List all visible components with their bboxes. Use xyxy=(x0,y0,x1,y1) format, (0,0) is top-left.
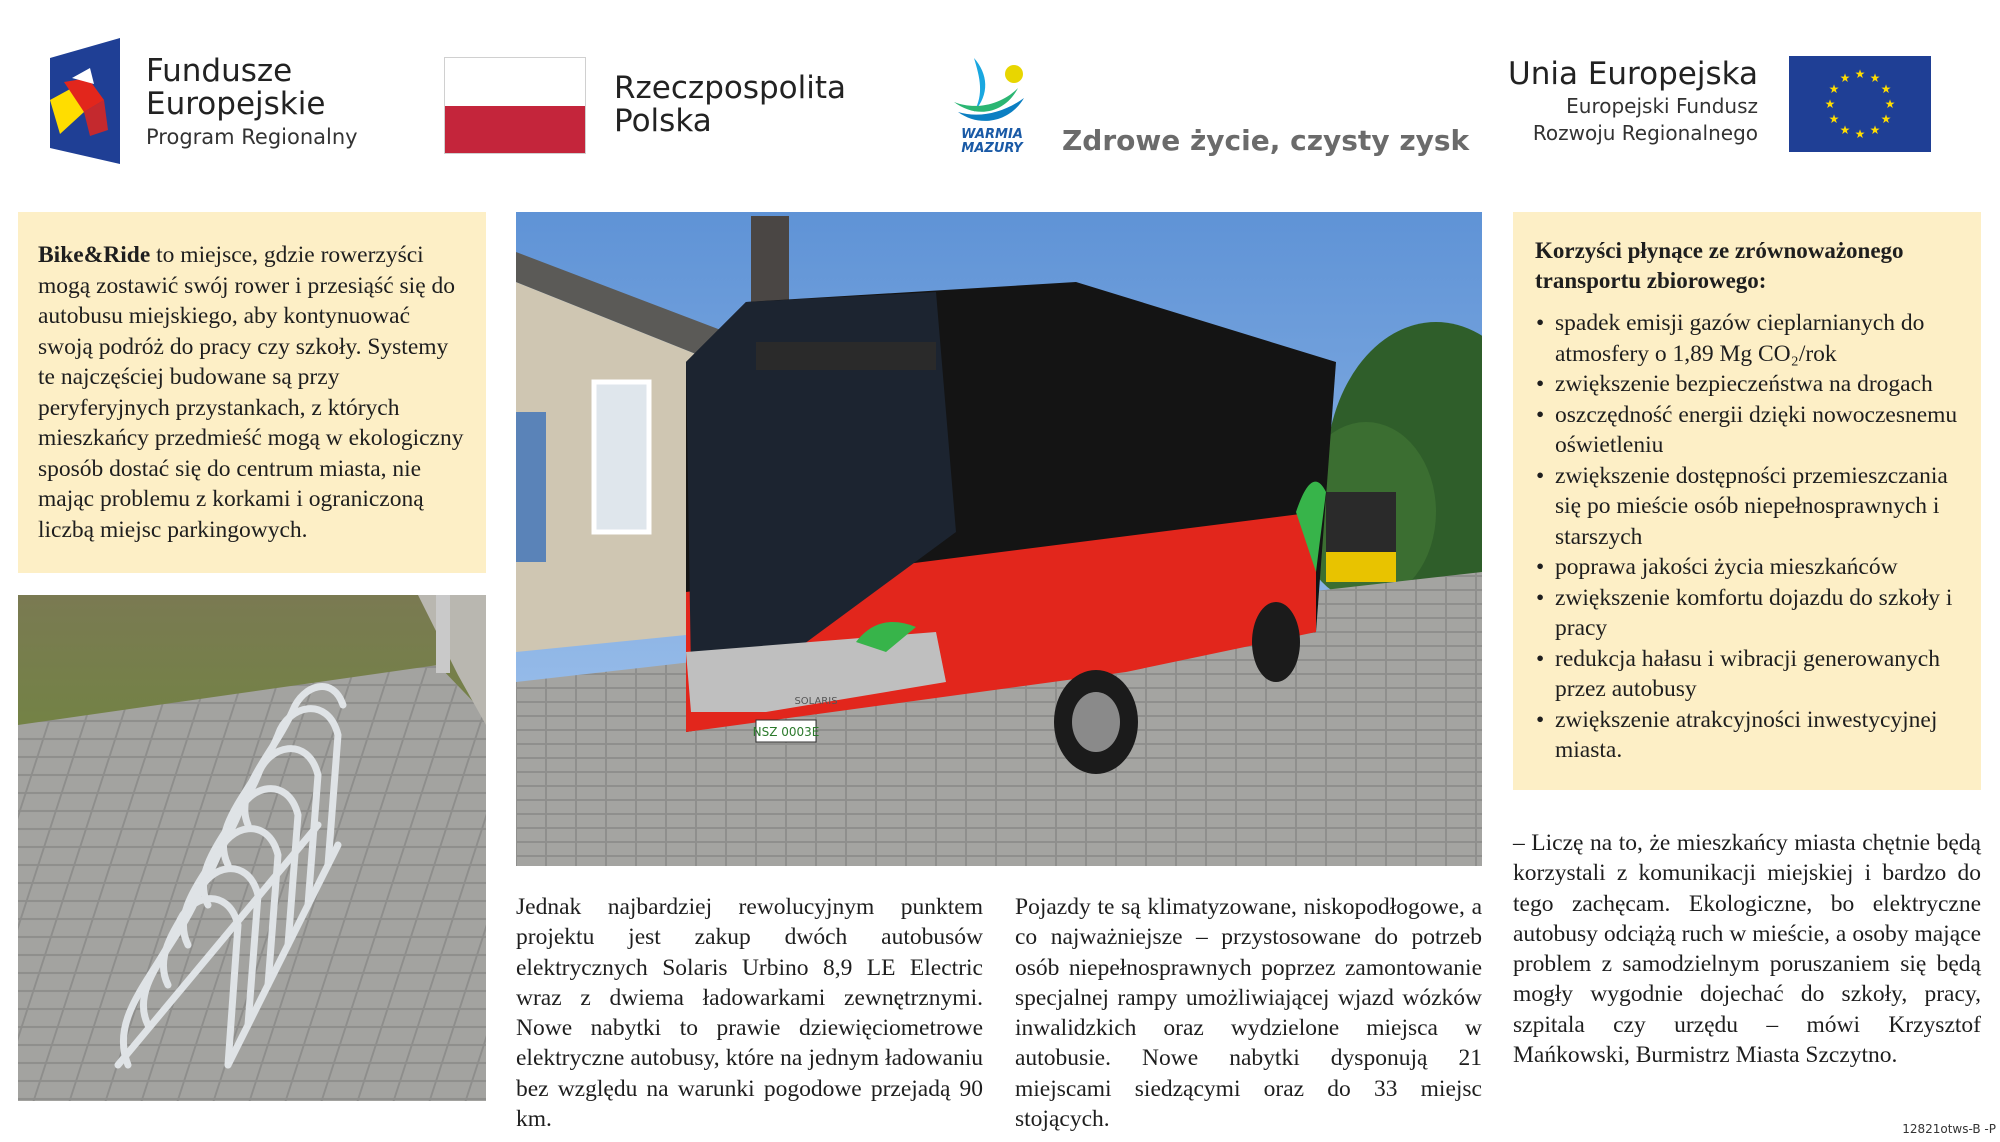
rzeczpospolita-label xyxy=(614,72,846,138)
article-column-1: Jednak najbardziej rewolucyjnym punktem projektu jest zakup dwóch autobusów elektrycznych Solaris Urbino 8,9 LE Electric wraz z dwiema ładowarkami zewnętrznymi. Nowe nabytki to prawie dziewięciometrowe elektryczne autobusy, które na jednym ładowaniu bez względu na warunki pogodowe przejadą 90 km. xyxy=(516,894,983,1133)
warmia-mazury-slogan: Zdrowe życie, czysty zysk xyxy=(1062,124,1470,157)
bike-ride-info-panel xyxy=(18,212,486,573)
bus-brand: SOLARIS xyxy=(794,696,838,707)
bike-rack-photo xyxy=(18,595,486,1101)
eu-star-icon: ★ xyxy=(1854,127,1866,141)
benefit-item: • zwiększenie dostępności przemieszczania się po mieście osób niepełnosprawnych i starszych xyxy=(1535,461,1961,553)
fundusze-europejskie-label xyxy=(146,55,358,151)
rp-line1: Rzeczpospolita xyxy=(614,70,847,106)
polish-flag-icon xyxy=(444,57,586,154)
eu-star-icon: ★ xyxy=(1828,112,1840,126)
unia-europejska-label xyxy=(1436,55,1758,147)
mayor-quote-column: – Liczę na to, że mieszkańcy miasta chętnie będą korzystali z komunikacji miejskiej i bardzo do tego zachęcam. Ekologiczne, bo elektryczne autobusy odciążą ruch w mieście, a osoby mające problem z samodzielnym poruszaniem się będą mogły wygodnie dojechać do szkoły, pracy, szpitala czy urzędu – mówi Krzysztof Mańkowski, Burmistrz Miasta Szczytno. xyxy=(1513,830,1981,1069)
benefit-item: • zwiększenie atrakcyjności inwestycyjnej miasta. xyxy=(1535,705,1961,766)
benefit-item: • poprawa jakości życia mieszkańców xyxy=(1535,552,1961,583)
article-column-2: Pojazdy te są klimatyzowane, niskopodłogowe, a co najważniejsze – przystosowane do potrzeb osób niepełnosprawnych poprzez zamontowanie specjalnej rampy umożliwiającej wjazd wózków inwalidzkich oraz wydzielone miejsca w autobusie. Nowe nabytki dysponują 21 miejscami siedzącymi oraz do 33 miejsc stojących. xyxy=(1015,894,1482,1133)
fundusze-europejskie-logo-icon xyxy=(50,38,120,164)
benefit-item: • zwiększenie komfortu dojazdu do szkoły i pracy xyxy=(1535,583,1961,644)
fe-title-line1: Fundusze xyxy=(146,53,293,89)
eu-star-icon: ★ xyxy=(1880,112,1892,126)
eu-flag-icon xyxy=(1789,56,1931,152)
bike-ride-lead: Bike&Ride xyxy=(38,242,151,268)
wm-logo-line2: MAZURY xyxy=(961,141,1023,154)
eu-star-icon: ★ xyxy=(1824,97,1836,111)
eu-star-icon: ★ xyxy=(1869,71,1881,86)
benefit-item: • zwiększenie bezpieczeństwa na drogach xyxy=(1535,369,1961,400)
eu-star-icon: ★ xyxy=(1839,71,1851,86)
benefits-heading: Korzyści płynące ze zrównoważonego transportu zbiorowego: xyxy=(1535,238,1904,293)
ue-subtitle-line1: Europejski Fundusz xyxy=(1566,94,1758,118)
ue-subtitle-line2: Rozwoju Regionalnego xyxy=(1532,121,1758,145)
rp-line2: Polska xyxy=(614,103,712,139)
benefits-list xyxy=(1535,308,1961,766)
eu-star-icon: ★ xyxy=(1884,97,1896,111)
benefit-item: • spadek emisji gazów cieplarnianych do atmosfery o 1,89 Mg CO₂/rok xyxy=(1535,308,1961,369)
eu-star-icon: ★ xyxy=(1828,82,1840,96)
fe-title-line2: Europejskie xyxy=(146,86,326,122)
eu-star-icon: ★ xyxy=(1880,82,1892,96)
wm-logo-line1: WARMIA xyxy=(961,127,1023,142)
fe-subtitle: Program Regionalny xyxy=(146,125,358,149)
benefit-item: • oszczędność energii dzięki nowoczesnemu oświetleniu xyxy=(1535,400,1961,461)
benefit-item: • redukcja hałasu i wibracji generowanych przez autobusy xyxy=(1535,644,1961,705)
benefits-panel xyxy=(1513,212,1981,790)
warmia-mazury-logo-icon xyxy=(944,54,1040,154)
eu-star-icon: ★ xyxy=(1839,122,1851,137)
eu-star-icon: ★ xyxy=(1854,67,1866,81)
eu-star-icon: ★ xyxy=(1869,122,1881,137)
bike-ride-text: to miejsce, gdzie rowerzyści mogą zostawić swój rower i przesiąść się do autobusu miejskiego, aby kontynuować swoją podróż do pracy czy szkoły. Systemy te najczęściej budowane są przy peryferyjnych przystankach, z których mieszkańcy przedmieść mogą w ekologiczny sposób dostać się do centrum miasta, nie mając problemu z korkami i ograniczoną liczbą miejsc parkingowych. xyxy=(38,242,464,543)
footer-code: 12821otws-B -P xyxy=(1902,1122,1996,1136)
electric-bus-photo xyxy=(516,212,1482,866)
bus-plate: NSZ 0003E xyxy=(752,725,820,739)
ue-title: Unia Europejska xyxy=(1508,56,1758,92)
